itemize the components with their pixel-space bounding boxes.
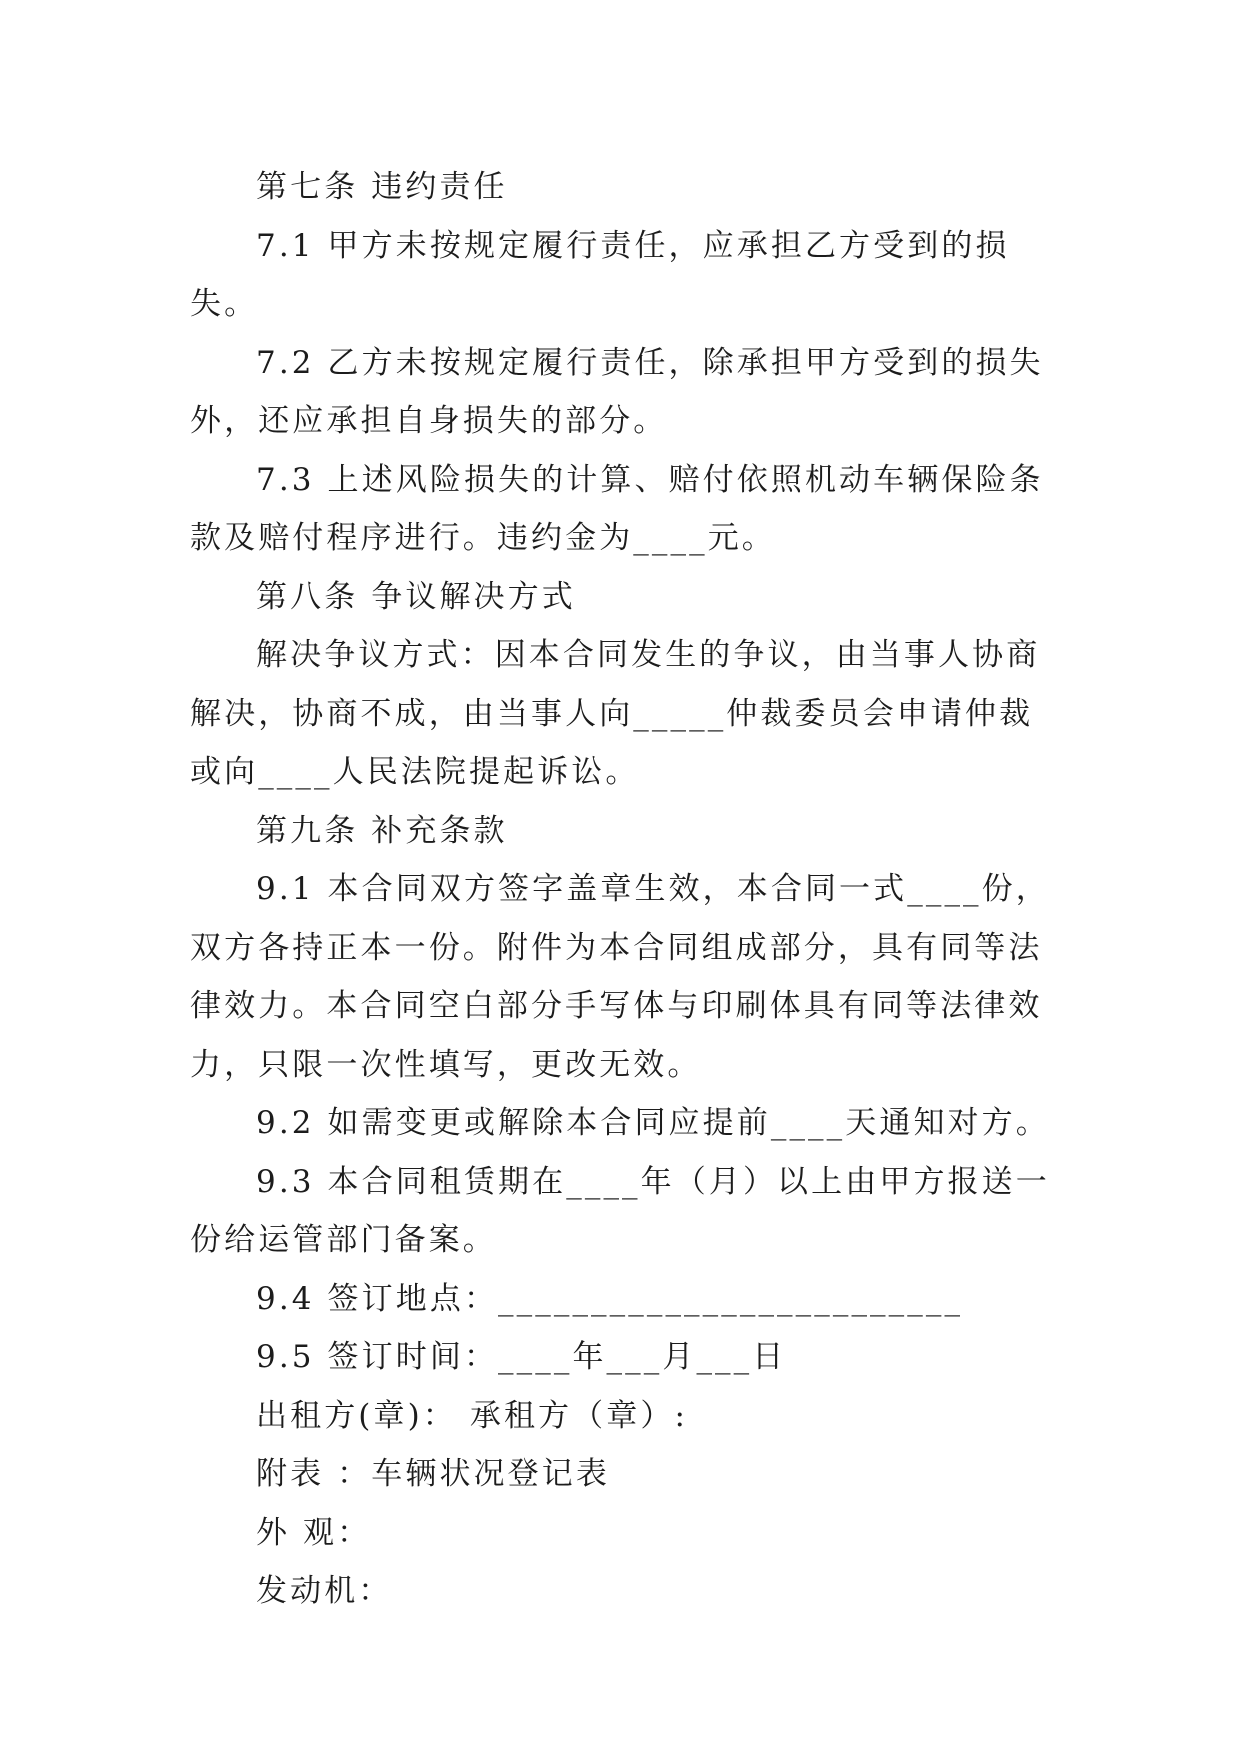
engine-field: 发动机： (256, 1573, 393, 1609)
article-9-heading: 第九条 补充条款 (256, 812, 508, 849)
signature-line: 出租方(章)： 承租方（章）: (256, 1397, 688, 1434)
clause-9-4-signing-place: 9.4 签订地点：_________________________ (256, 1280, 964, 1317)
attachment-title: 附表 ：车辆状况登记表 (256, 1456, 610, 1492)
dispute-resolution-clause: 解决争议方式：因本合同发生的争议，由当事人协商解决，协商不成，由当事人向_____仲裁委员会申请仲裁或向____人民法院提起诉讼。 (190, 637, 1041, 790)
clause-9-3: 9.3 本合同租赁期在____年（月）以上由甲方报送一份给运管部门备案。 (190, 1163, 1050, 1258)
exterior-field: 外 观： (256, 1514, 372, 1551)
clause-9-1: 9.1 本合同双方签字盖章生效，本合同一式____份，双方各持正本一份。附件为本合同组成部分，具有同等法律效力。本合同空白部分手写体与印刷体具有同等法律效力，只限一次性填写，更改无效。 (190, 871, 1050, 1083)
clause-7-3: 7.3 上述风险损失的计算、赔付依照机动车辆保险条款及赔付程序进行。违约金为____元。 (190, 461, 1044, 556)
article-8-heading: 第八条 争议解决方式 (256, 578, 576, 615)
document-body (190, 158, 1050, 1621)
clause-7-1: 7.1 甲方未按规定履行责任，应承担乙方受到的损失。 (190, 227, 1010, 322)
article-7-heading: 第七条 违约责任 (256, 169, 508, 205)
clause-7-2: 7.2 乙方未按规定履行责任，除承担甲方受到的损失外，还应承担自身损失的部分。 (190, 344, 1044, 439)
clause-9-5-signing-date: 9.5 签订时间：____年___月___日 (256, 1339, 787, 1375)
clause-9-2: 9.2 如需变更或解除本合同应提前____天通知对方。 (256, 1105, 1050, 1141)
